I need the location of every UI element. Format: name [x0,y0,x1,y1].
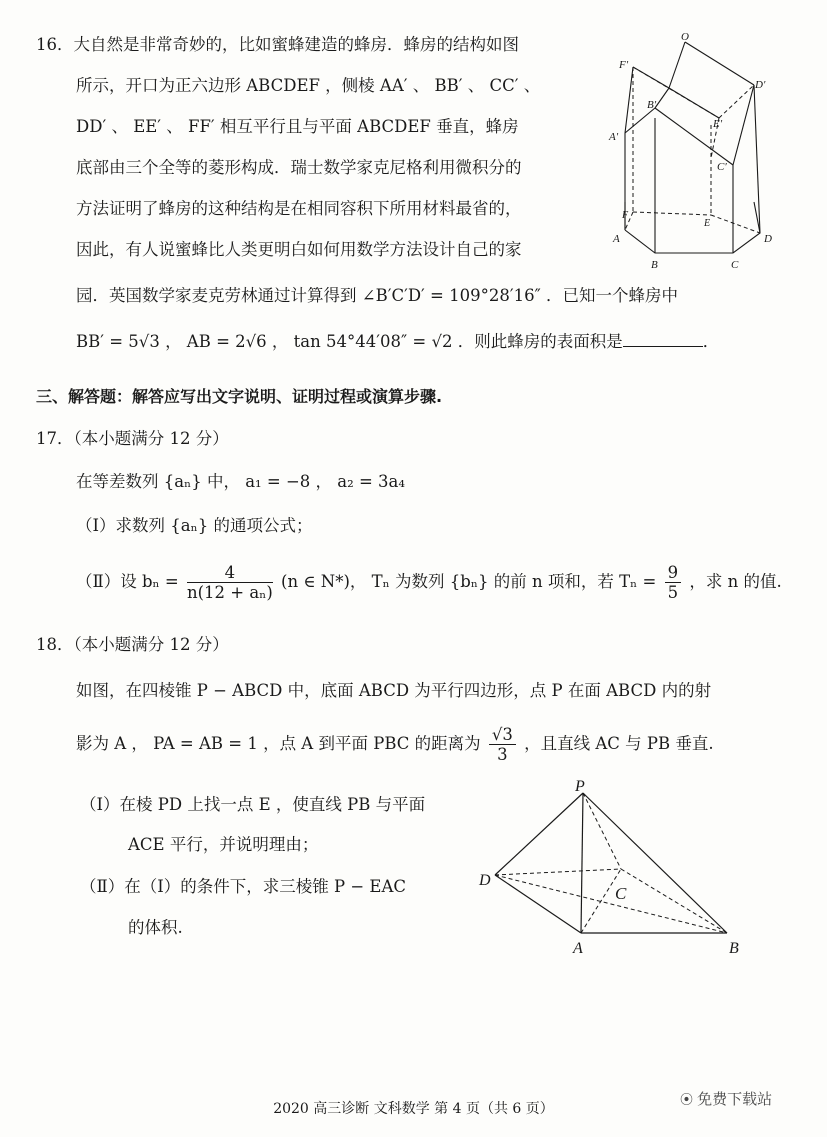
q17-tn-numerator: 9 [665,563,682,583]
fig16-label-F-prime: F′ [619,59,629,71]
watermark-text: 免费下载站 [697,1090,773,1108]
fig18-label-C: C [615,884,627,903]
q17-bn-fraction [187,563,273,602]
q18-part-2-a: （Ⅱ）在（Ⅰ）的条件下，求三棱锥 P − EAC [80,877,406,896]
q17-bn-denominator: n(12 + aₙ) [186,583,273,602]
fig16-label-O: O [681,31,689,43]
honeycomb-figure [605,30,780,280]
q17-part-2-a: （Ⅱ）设 bₙ = [76,572,179,591]
watermark [680,1088,772,1109]
q18-line-2-a: 影为 A ， PA = AB = 1 ，点 A 到平面 PBC 的距离为 [76,734,481,753]
wechat-icon: ⦿ [680,1093,698,1108]
fig16-label-A-prime: A′ [609,131,619,143]
q18-line-2-b: ，且直线 AC 与 PB 垂直. [524,734,714,753]
q18-part-2-b: 的体积. [128,918,183,937]
q16-line-8 [76,331,719,353]
fig18-label-D: D [479,872,491,889]
q17-part-2-b: (n ∈ N*)， Tₙ 为数列 {bₙ} 的前 n 项和，若 Tₙ = [281,572,657,591]
fig18-label-P: P [575,778,585,795]
q16-line-4: 底部由三个全等的菱形构成．瑞士数学家克尼格利用微积分的 [76,158,522,177]
q18-distance-numerator: √3 [489,725,516,745]
q16-line-5: 方法证明了蜂房的这种结构是在相同容积下所用材料最省的， [76,199,522,218]
section-heading: 三、解答题：解答应写出文字说明、证明过程或演算步骤. [36,387,443,406]
q17-tn-denominator: 5 [667,583,679,602]
q17-bn-numerator: 4 [187,563,273,583]
q18-title: 18．（本小题满分 12 分） [36,635,229,654]
fig18-label-A: A [573,940,583,957]
fig16-label-D-prime: D′ [755,79,766,91]
q17-part-1: （Ⅰ）求数列 {aₙ} 的通项公式； [76,516,313,535]
q17-part-2-c: ，求 n 的值. [689,572,782,591]
fig16-label-B: B [651,259,658,271]
q18-part-1-a: （Ⅰ）在棱 PD 上找一点 E ，使直线 PB 与平面 [80,795,426,814]
q18-distance-denominator: 3 [497,745,508,764]
q18-line-1: 如图，在四棱锥 P − ABCD 中，底面 ABCD 为平行四边形，点 P 在面 ABCD 内的射 [76,681,712,700]
q16-line-2: 所示，开口为正六边形 ABCDEF ，侧棱 AA′ 、 BB′ 、 CC′ 、 [76,76,541,95]
fig16-label-F: F [622,210,629,221]
q16-line-7: 园．英国数学家麦克劳林通过计算得到 ∠B′C′D′ = 109°28′16″ ．已知一个蜂房中 [76,286,678,305]
q18-distance-fraction [489,725,516,764]
q16-line-3: DD′ 、 EE′ 、 FF′ 相互平行且与平面 ABCDEF 垂直，蜂房 [76,117,519,136]
q16-line-6: 因此，有人说蜜蜂比人类更明白如何用数学方法设计自己的家 [76,240,522,259]
pyramid-figure [475,775,750,965]
fig16-label-E: E [704,218,711,229]
fig16-label-E-prime: E′ [713,118,723,130]
q17-stem: 在等差数列 {aₙ} 中， a₁ = −8 ， a₂ = 3a₄ [76,472,406,491]
q16-line-8-end: ． [702,332,720,351]
page-footer: 2020 高三诊断 文科数学 第 4 页（共 6 页） [273,1101,554,1117]
fig18-label-B: B [729,940,739,957]
q17-title: 17．（本小题满分 12 分） [36,429,229,448]
q18-part-1-b: ACE 平行，并说明理由； [128,835,319,854]
fig16-label-B-prime: B′ [647,99,657,111]
q17-tn-fraction [665,563,682,602]
q16-line-1: 16．大自然是非常奇妙的，比如蜜蜂建造的蜂房．蜂房的结构如图 [36,35,519,54]
q16-line-8-text: BB′ = 5√3 ， AB = 2√6 ， tan 54°44′08″ = √2 ．则此蜂房的表面积是 [76,332,623,351]
answer-blank[interactable] [623,332,703,347]
q17-part-2 [76,560,782,604]
fig16-label-A: A [613,233,620,245]
q18-line-2 [76,722,714,766]
fig16-label-D: D [764,233,772,245]
fig16-label-C: C [731,259,739,271]
fig16-label-C-prime: C′ [717,161,727,173]
